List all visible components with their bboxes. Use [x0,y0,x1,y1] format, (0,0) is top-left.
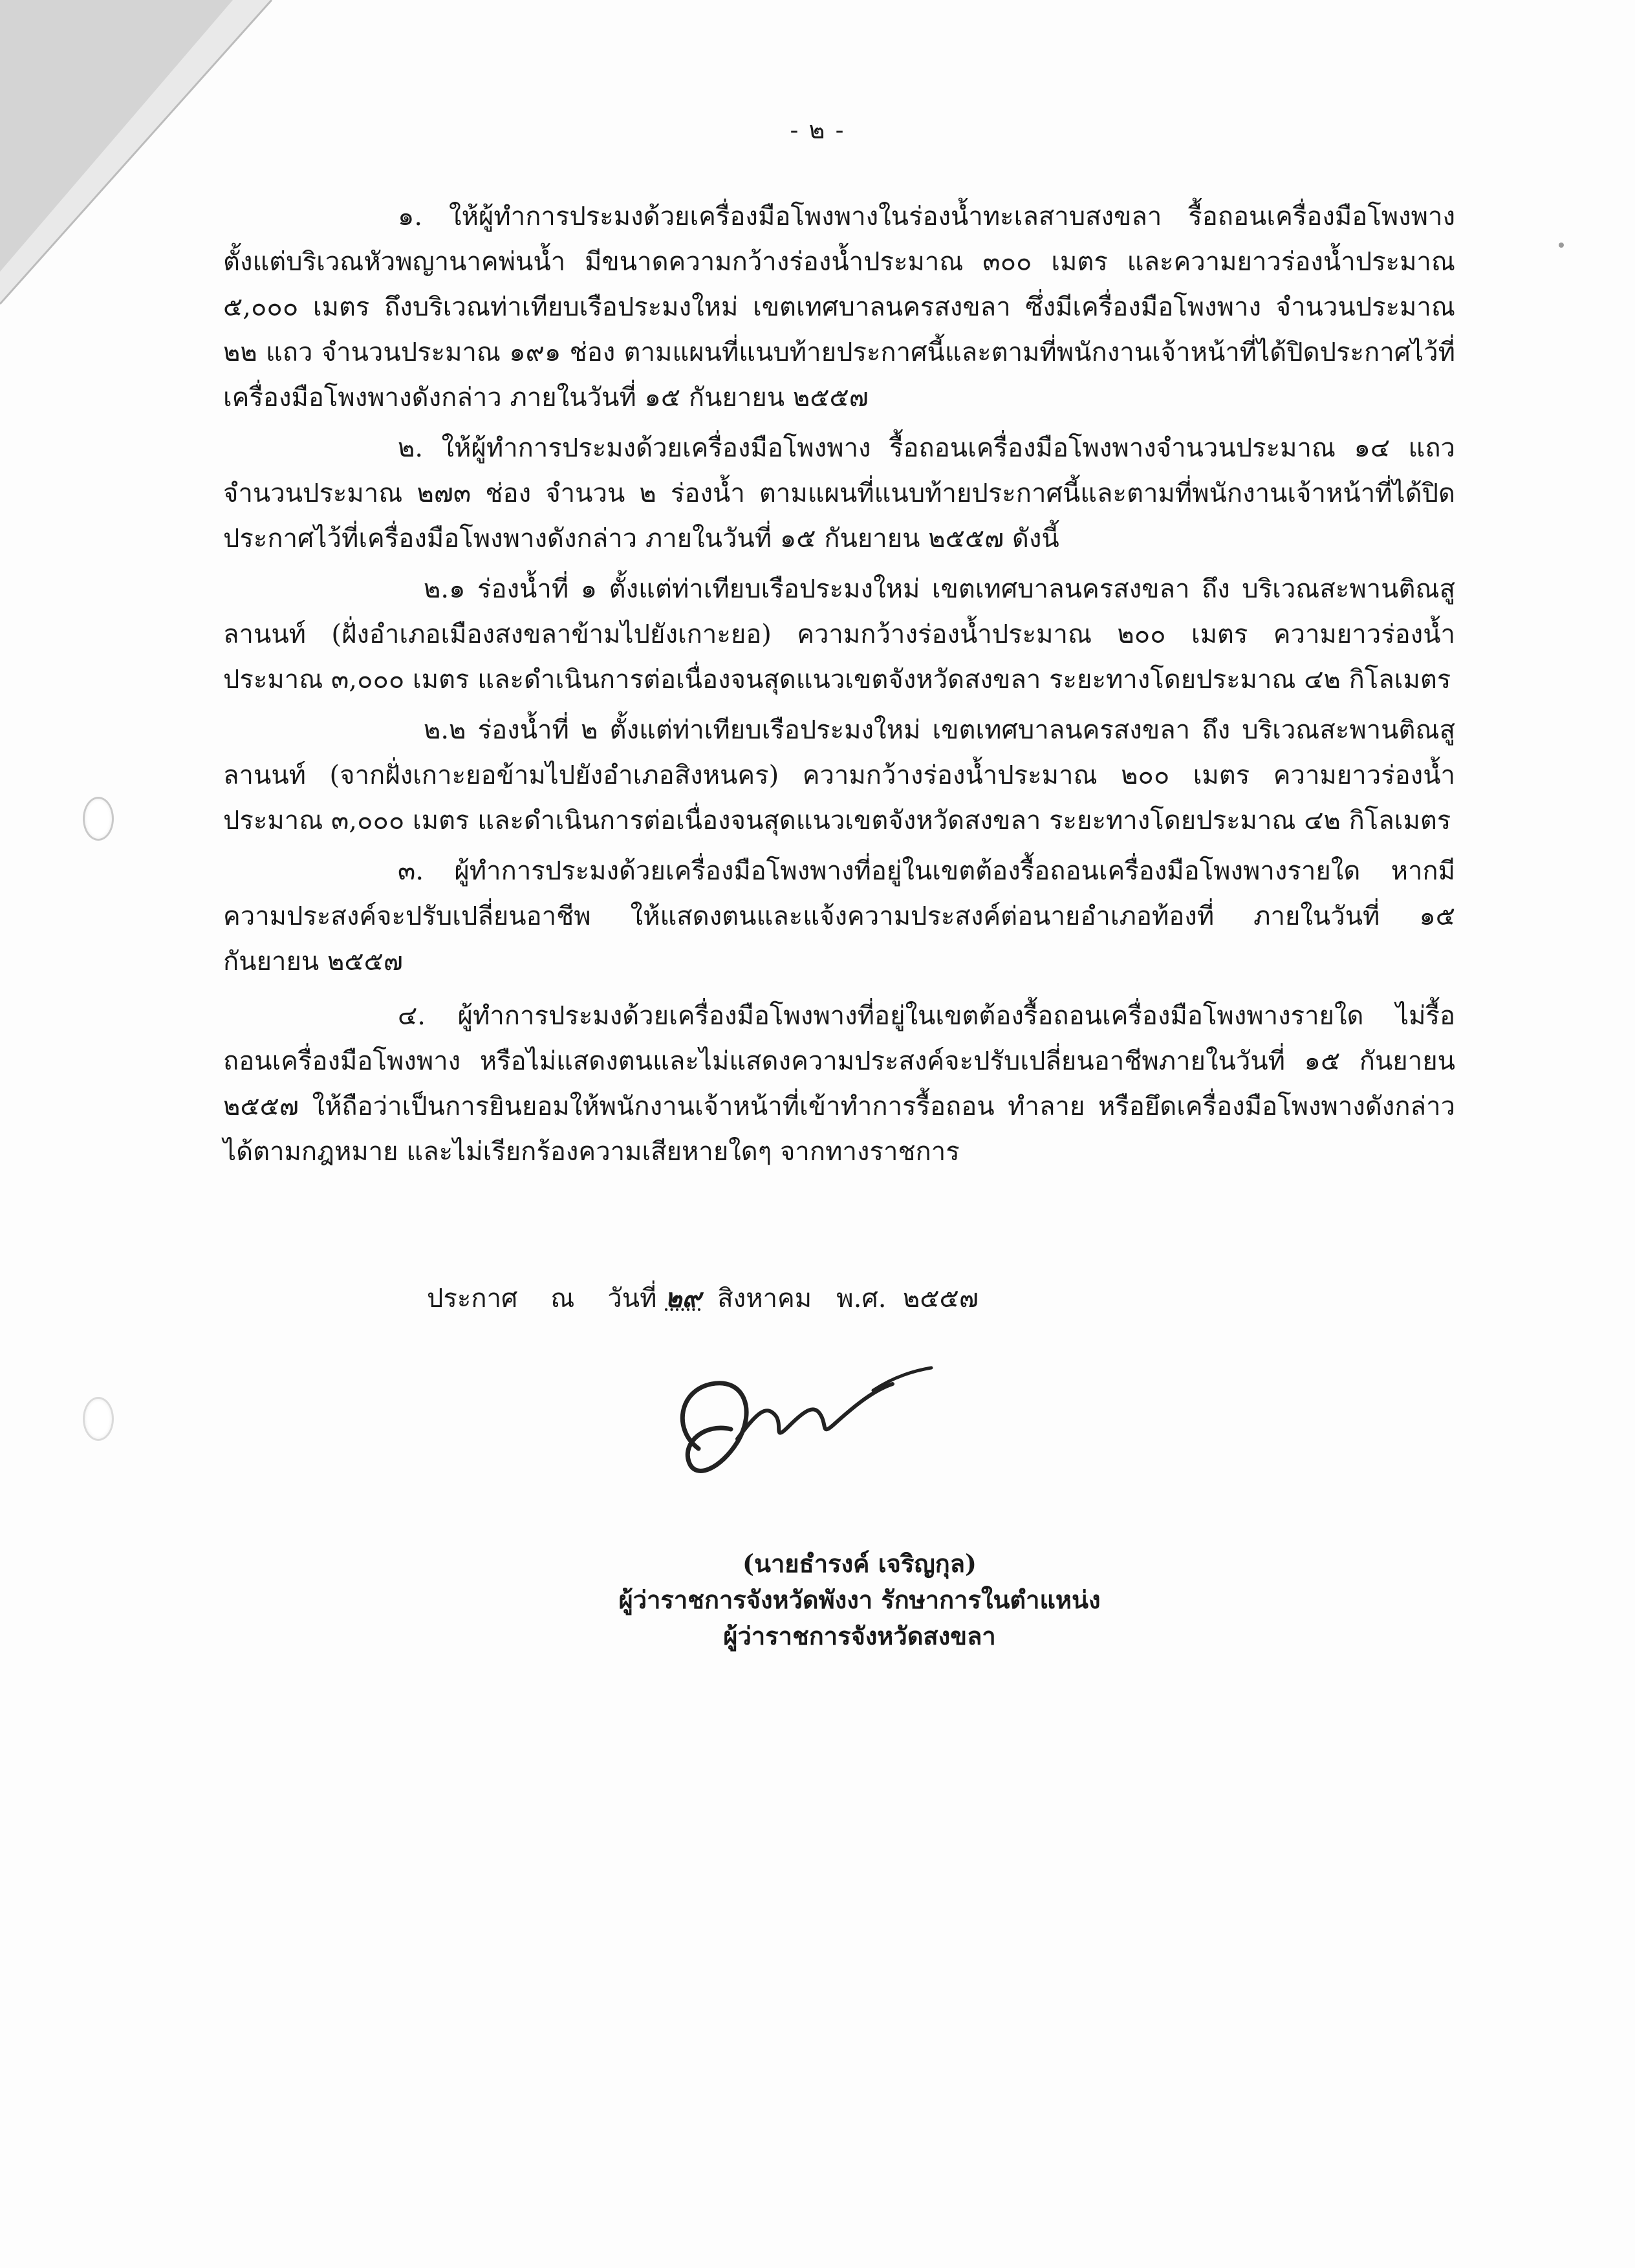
announcement-body [223,194,1455,1174]
paragraph-3: ๓. ผู้ทำการประมงด้วยเครื่องมือโพงพางที่อยู่ในเขตต้องรื้อถอนเครื่องมือโพงพางรายใด หากมีความประสงค์จะปรับเปลี่ยนอาชีพ ให้แสดงตนและแจ้งความประสงค์ต่อนายอำเภอท้องที่ ภายในวันที่ ๑๕ กันยายน ๒๕๕๗ [223,856,1455,977]
signatory-position-line1: ผู้ว่าราชการจังหวัดพังงา รักษาการในตำแหน่ง [618,1585,1101,1614]
paper-speck [1559,243,1564,248]
announcement-day-handwritten: ๒๙ [665,1283,701,1313]
punch-hole-bottom [83,1397,114,1441]
paragraph-4: ๔. ผู้ทำการประมงด้วยเครื่องมือโพงพางที่อยู่ในเขตต้องรื้อถอนเครื่องมือโพงพางรายใด ไม่รื้อถอนเครื่องมือโพงพาง หรือไม่แสดงตนและไม่แสดงความประสงค์จะปรับเปลี่ยนอาชีพภายในวันที่ ๑๕ กันยายน ๒๕๕๗ ให้ถือว่าเป็นการยินยอมให้พนักงานเจ้าหน้าที่เข้าทำการรื้อถอน ทำลาย หรือยึดเครื่องมือโพงพางดังกล่าวได้ตามกฎหมาย และไม่เรียกร้องความเสียหายใดๆ จากทางราชการ [223,1001,1455,1167]
signatory-block [0,1546,1635,1654]
announcement-date-line [427,1277,979,1319]
paragraph-2-2: ๒.๒ ร่องน้ำที่ ๒ ตั้งแต่ท่าเทียบเรือประมงใหม่ เขตเทศบาลนครสงขลา ถึง บริเวณสะพานติณสูลานนท์ (จากฝั่งเกาะยอข้ามไปยังอำเภอสิงหนคร) ความกว้างร่องน้ำประมาณ ๒๐๐ เมตร ความยาวร่องน้ำประมาณ ๓,๐๐๐ เมตร และดำเนินการต่อเนื่องจนสุดแนวเขตจังหวัดสงขลา ระยะทางโดยประมาณ ๔๒ กิโลเมตร [223,715,1455,836]
punch-hole-top [83,797,114,841]
paragraph-2-1: ๒.๑ ร่องน้ำที่ ๑ ตั้งแต่ท่าเทียบเรือประมงใหม่ เขตเทศบาลนครสงขลา ถึง บริเวณสะพานติณสูลานนท์ (ฝั่งอำเภอเมืองสงขลาข้ามไปยังเกาะยอ) ความกว้างร่องน้ำประมาณ ๒๐๐ เมตร ความยาวร่องน้ำประมาณ ๓,๐๐๐ เมตร และดำเนินการต่อเนื่องจนสุดแนวเขตจังหวัดสงขลา ระยะทางโดยประมาณ ๔๒ กิโลเมตร [223,574,1455,695]
paragraph-1: ๑. ให้ผู้ทำการประมงด้วยเครื่องมือโพงพางในร่องน้ำทะเลสาบสงขลา รื้อถอนเครื่องมือโพงพาง ตั้งแต่บริเวณหัวพญานาคพ่นน้ำ มีขนาดความกว้างร่องน้ำประมาณ ๓๐๐ เมตร และความยาวร่องน้ำประมาณ ๕,๐๐๐ เมตร ถึงบริเวณท่าเทียบเรือประมงใหม่ เขตเทศบาลนครสงขลา ซึ่งมีเครื่องมือโพงพาง จำนวนประมาณ ๒๒ แถว จำนวนประมาณ ๑๙๑ ช่อง ตามแผนที่แนบท้ายประกาศนี้และตามที่พนักงานเจ้าหน้าที่ได้ปิดประกาศไว้ที่เครื่องมือโพงพางดังกล่าว ภายในวันที่ ๑๕ กันยายน ๒๕๕๗ [223,202,1455,413]
paragraph-2: ๒. ให้ผู้ทำการประมงด้วยเครื่องมือโพงพาง รื้อถอนเครื่องมือโพงพางจำนวนประมาณ ๑๔ แถว จำนวนประมาณ ๒๗๓ ช่อง จำนวน ๒ ร่องน้ำ ตามแผนที่แนบท้ายประกาศนี้และตามที่พนักงานเจ้าหน้าที่ได้ปิดประกาศไว้ที่เครื่องมือโพงพางดังกล่าว ภายในวันที่ ๑๕ กันยายน ๒๕๕๗ ดังนี้ [223,433,1455,554]
signatory-position-line2: ผู้ว่าราชการจังหวัดสงขลา [723,1621,996,1650]
announcement-prefix: ประกาศ ณ วันที่ [427,1284,666,1313]
signatory-name: (นายธำรงค์ เจริญกุล) [742,1549,977,1578]
handwritten-signature [660,1352,996,1520]
announcement-suffix: สิงหาคม พ.ศ. ๒๕๕๗ [700,1284,979,1313]
page-number: - ๒ - [790,116,845,144]
